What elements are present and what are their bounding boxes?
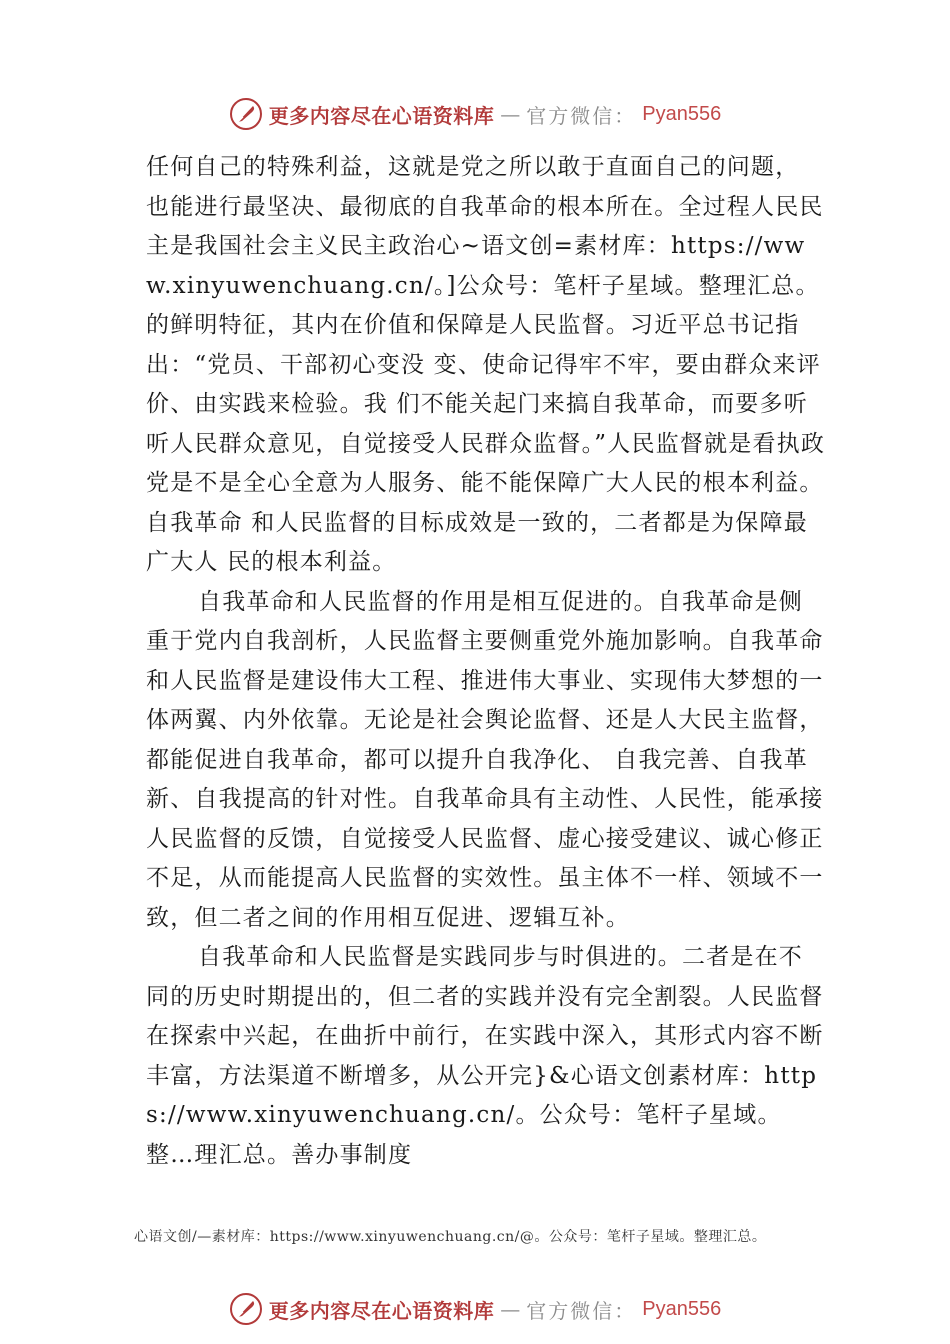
feather-pen-logo-icon: [229, 97, 263, 131]
paragraph-3: 自我革命和人民监督是实践同步与时俱进的。二者是在不同的历史时期提出的，但二者的实践并没有完全割裂。人民监督在探索中兴起，在曲折中前行，在实践中深入，其形式内容不断丰富，方法渠道不断增多，从公开完}&心语文创素材库：https://www.xinyuwenchuang.cn/。公众号：笔杆子星域。整…理汇总。善办事制度: [146, 944, 824, 1168]
footer-banner-main-text: 更多内容尽在心语资料库: [268, 1298, 495, 1323]
header-banner-official-label: 官方微信：: [526, 103, 637, 128]
footer-banner-wechat-id: Pyan556: [642, 1297, 722, 1320]
header-banner-separator: —: [500, 102, 521, 126]
paragraph-2: 自我革命和人民监督的作用是相互促进的。自我革命是侧重于党内自我剖析，人民监督主要侧重党外施加影响。自我革命和人民监督是建设伟大工程、推进伟大事业、实现伟大梦想的一体两翼、内外依靠。无论是社会舆论监督、还是人大民主监督，都能促进自我革命，都可以提升自我净化、 自我完善、自我革新、自我提高的针对性。自我革命具有主动性、人民性，能承接人民监督的反馈，自觉接受人民监督、虚心接受建议、诚心修正不足，从而能提高人民监督的实效性。虽主体不一样、领域不一致，但二者之间的作用相互促进、逻辑互补。: [146, 588, 824, 931]
header-banner: [0, 92, 950, 136]
footer-source-note: 心语文创/—素材库：https://www.xinyuwenchuang.cn/@。公众号：笔杆子星域。整理汇总。: [134, 1229, 767, 1245]
feather-pen-logo-icon: [229, 1292, 263, 1326]
header-banner-main-text: 更多内容尽在心语资料库: [268, 103, 495, 128]
paragraph-1: 任何自己的特殊利益，这就是党之所以敢于直面自己的问题， 也能进行最坚决、最彻底的自我革命的根本所在。全过程人民民主是我国社会主义民主政治心~语文创=素材库：https://www.xinyuwenchuang.cn/。]公众号：笔杆子星域。整理汇总。的鲜明特征，其内在价值和保障是人民监督。习近平总书记指出：“党员、干部初心变没 变、使命记得牢不牢，要由群众来评价、由实践来检验。我 们不能关起门来搞自我革命，而要多听听人民群众意见，自觉接受人民群众监督。”人民监督就是看执政党是不是全心全意为人服务、能不能保障广大人民的根本利益。自我革命 和人民监督的目标成效是一致的，二者都是为保障最广大人 民的根本利益。: [146, 154, 826, 575]
footer-banner-separator: —: [500, 1297, 521, 1321]
footer-banner: [0, 1287, 950, 1331]
footer-banner-official-label: 官方微信：: [526, 1298, 637, 1323]
document-body: [146, 148, 826, 1175]
header-banner-wechat-id: Pyan556: [642, 102, 722, 125]
